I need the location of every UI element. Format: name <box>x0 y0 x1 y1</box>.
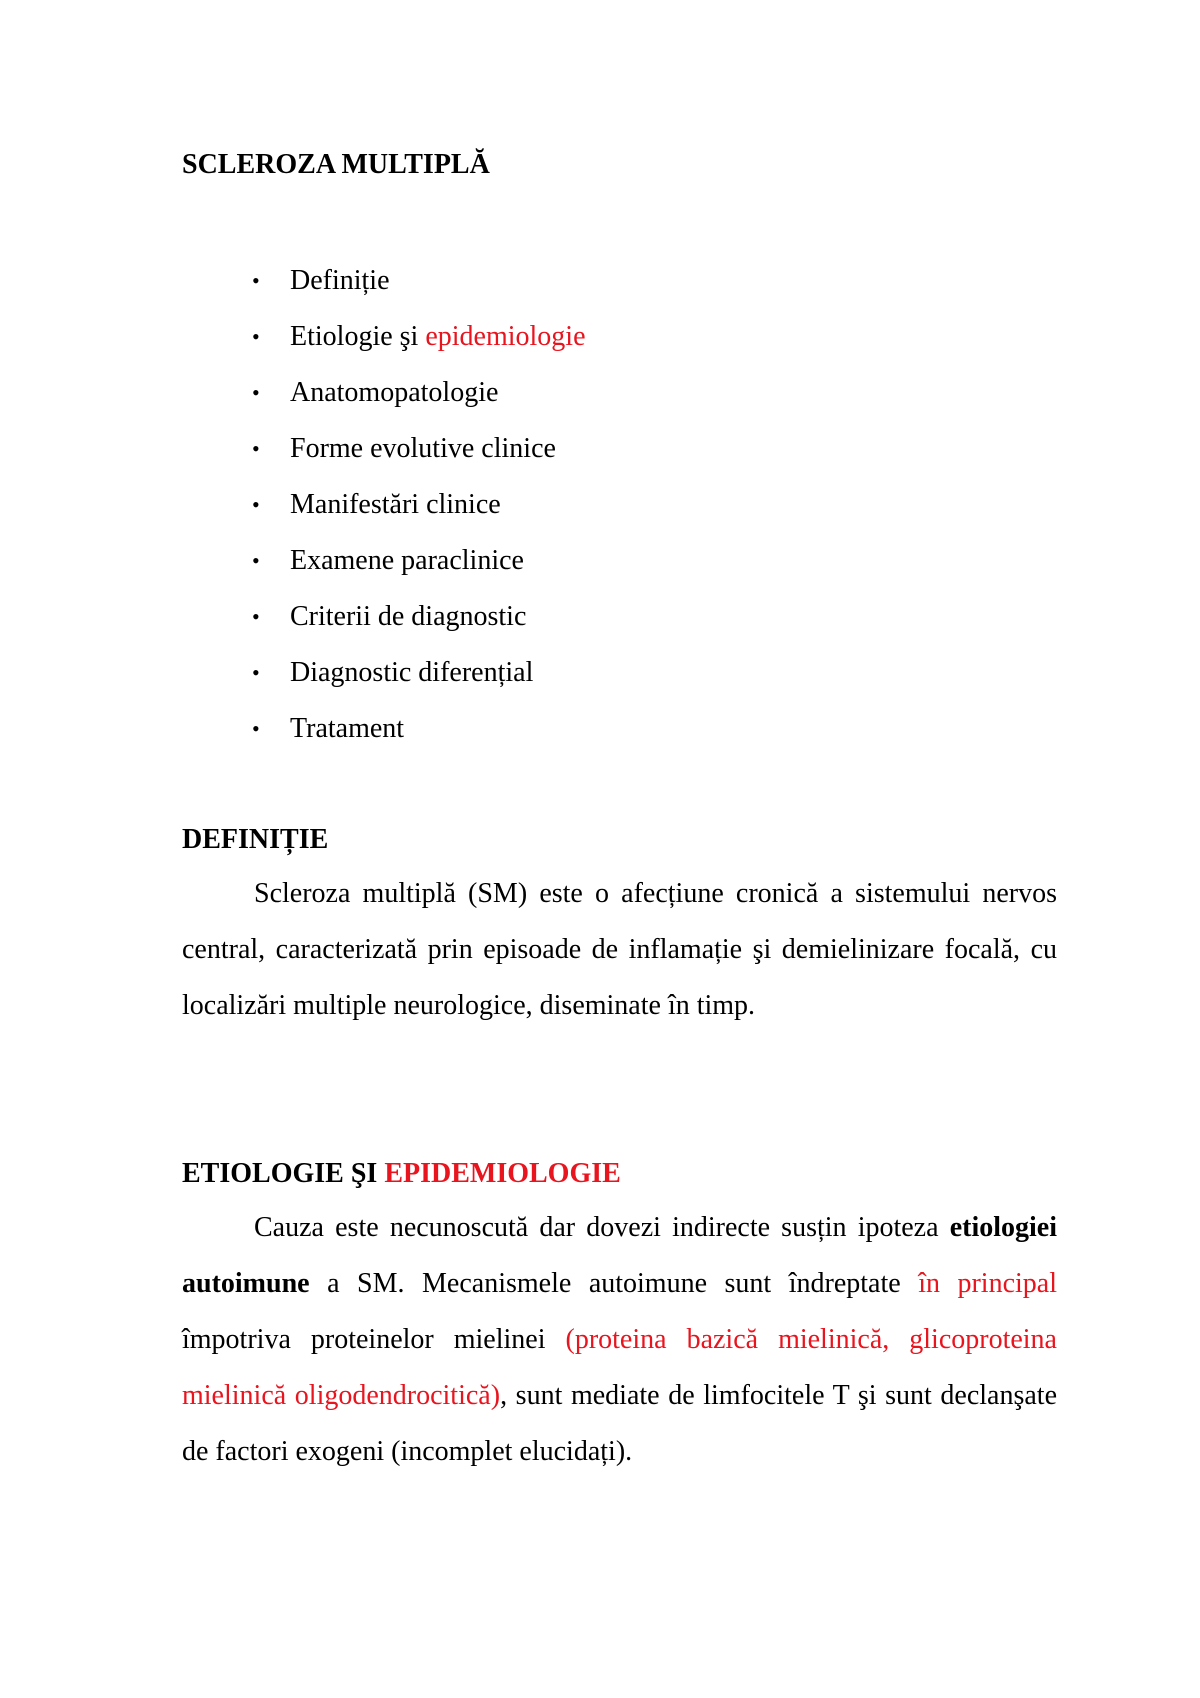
toc-item-highlight: epidemiologie <box>425 321 586 352</box>
bullet-icon: • <box>252 436 260 461</box>
bullet-icon: • <box>252 604 260 629</box>
bullet-icon: • <box>252 716 260 741</box>
toc-item-tratament: • Tratament <box>290 701 586 757</box>
bullet-icon: • <box>252 660 260 685</box>
toc-item-definitie: • Definiție <box>290 253 586 309</box>
toc-item-forme: • Forme evolutive clinice <box>290 421 586 477</box>
etiology-heading-red: EPIDEMIOLOGIE <box>384 1158 621 1189</box>
bullet-icon: • <box>252 324 260 349</box>
definition-heading: DEFINIȚIE <box>182 824 329 855</box>
toc-item-anatomopatologie: • Anatomopatologie <box>290 365 586 421</box>
table-of-contents <box>252 253 586 757</box>
bullet-icon: • <box>252 380 260 405</box>
bullet-icon: • <box>252 492 260 517</box>
toc-item-examene: • Examene paraclinice <box>290 533 586 589</box>
red-phrase: în principal <box>918 1268 1058 1299</box>
etiology-heading: ETIOLOGIE ŞI EPIDEMIOLOGIE <box>182 1158 621 1189</box>
toc-item-diagnostic: • Diagnostic diferențial <box>290 645 586 701</box>
red-parenthetical: (proteina bazică mielinică, glicoproteina mielinică oligodendrocitică) <box>182 1324 1057 1411</box>
bold-term: etiologiei autoimune <box>182 1212 1057 1299</box>
bullet-icon: • <box>252 548 260 573</box>
toc-item-criterii: • Criterii de diagnostic <box>290 589 586 645</box>
toc-item-etiologie: • Etiologie şi epidemiologie <box>290 309 586 365</box>
toc-item-manifestari: • Manifestări clinice <box>290 477 586 533</box>
bullet-icon: • <box>252 268 260 293</box>
document-title: SCLEROZA MULTIPLĂ <box>182 149 490 180</box>
definition-paragraph: Scleroza multiplă (SM) este o afecțiune cronică a sistemului nervos central, caracterizată prin episoade de inflamație şi demielinizare focală, cu localizări multiple neurologice, diseminate în timp. <box>182 878 1057 1021</box>
etiology-paragraph: Cauza este necunoscută dar dovezi indirecte susțin ipoteza etiologiei autoimune a SM. Mecanismele autoimune sunt îndreptate în principal împotriva proteinelor mielinei (proteina bazică mielinică, glicoproteina mielinică oligodendrocitică), sunt mediate de limfocitele T şi sunt declanşate de factori exogeni (incomplet elucidați). <box>182 1212 1058 1467</box>
